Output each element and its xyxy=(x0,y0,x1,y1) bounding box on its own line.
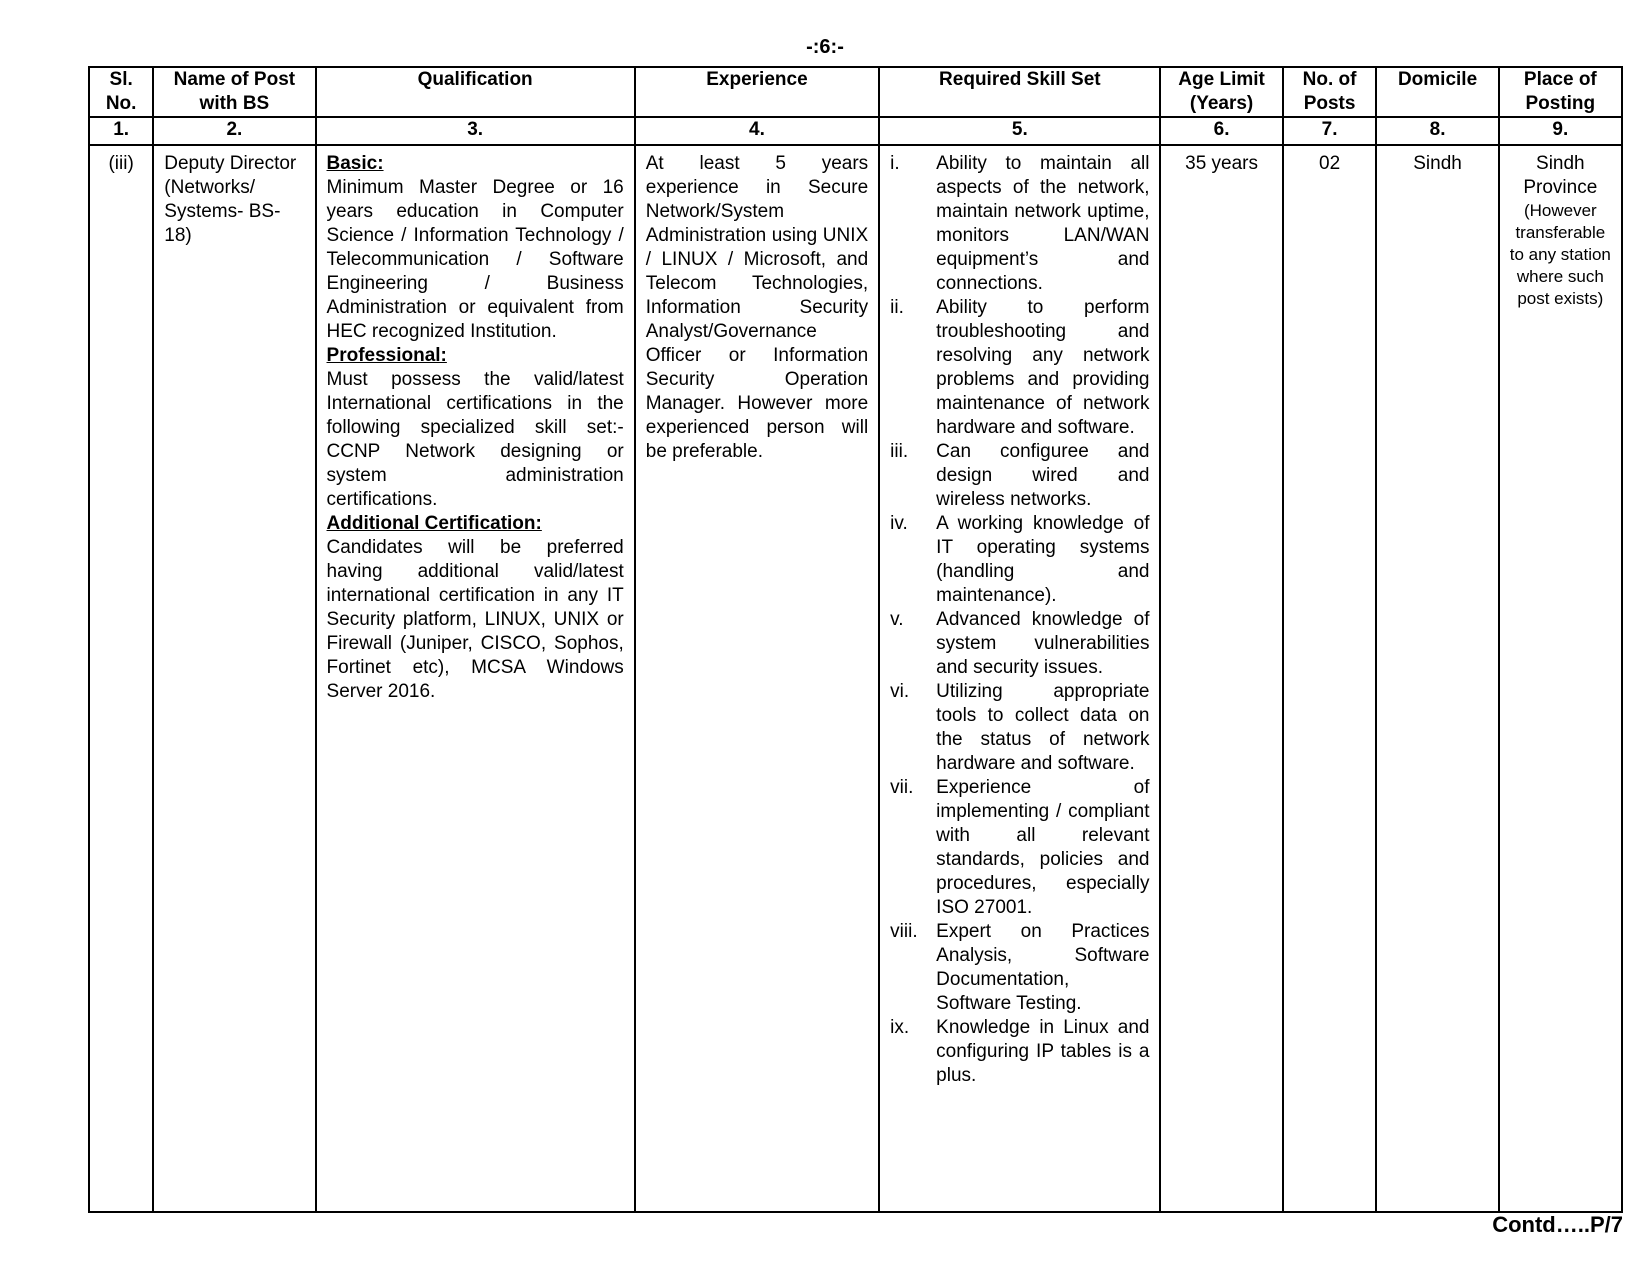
column-number: 7. xyxy=(1283,117,1377,145)
list-item xyxy=(890,440,1149,512)
skill-number: vii. xyxy=(890,777,914,798)
column-number: 1. xyxy=(89,117,153,145)
header-age-limit: Age Limit (Years) xyxy=(1160,67,1282,117)
list-item xyxy=(890,608,1149,680)
skill-text: Can configuree and design wired and wireless networks. xyxy=(936,441,1150,510)
column-number: 3. xyxy=(316,117,635,145)
recruitment-table xyxy=(88,66,1623,1213)
skill-number: i. xyxy=(890,153,900,174)
column-number: 2. xyxy=(153,117,315,145)
skill-number: v. xyxy=(890,609,904,630)
header-domicile: Domicile xyxy=(1376,67,1498,117)
header-row xyxy=(89,67,1622,117)
skill-number: viii. xyxy=(890,921,918,942)
skill-text: A working knowledge of IT operating systems (handling and maintenance). xyxy=(936,513,1150,606)
skill-text: Ability to perform troubleshooting and resolving any network problems and providing maintenance of network hardware and software. xyxy=(936,297,1150,438)
list-item xyxy=(890,296,1149,440)
basic-text: Minimum Master Degree or 16 years education in Computer Science / Information Technology / Telecommunication / Software Engineering / Business Administration or equivalent from HEC recognized Institution. xyxy=(326,177,624,342)
skill-text: Experience of implementing / compliant with all relevant standards, policies and procedures, especially ISO 27001. xyxy=(936,777,1150,918)
skill-number: vi. xyxy=(890,681,910,702)
place-of-posting-cell xyxy=(1499,145,1622,1212)
skill-number: iii. xyxy=(890,441,909,462)
header-no-of-posts: No. of Posts xyxy=(1283,67,1377,117)
column-number: 5. xyxy=(879,117,1160,145)
skill-text: Expert on Practices Analysis, Software Documentation, Software Testing. xyxy=(936,921,1150,1014)
skill-set-cell xyxy=(879,145,1160,1212)
posting-note: (However transferable to any station where such post exists) xyxy=(1509,201,1611,308)
list-item xyxy=(890,512,1149,608)
header-sl-no: Sl. No. xyxy=(89,67,153,117)
column-number: 4. xyxy=(635,117,879,145)
domicile-cell: Sindh xyxy=(1376,145,1498,1212)
age-limit-cell: 35 years xyxy=(1160,145,1282,1212)
skill-text: Ability to maintain all aspects of the network, maintain network uptime, monitors LAN/WAN equipment’s and connections. xyxy=(936,153,1150,294)
skill-number: iv. xyxy=(890,513,908,534)
qualification-cell xyxy=(316,145,635,1212)
page-number: -:6:- xyxy=(806,36,844,58)
additional-heading: Additional Certification: xyxy=(326,513,542,534)
header-experience: Experience xyxy=(635,67,879,117)
no-of-posts-cell: 02 xyxy=(1283,145,1377,1212)
sl-no-cell: (iii) xyxy=(89,145,153,1212)
skill-number: ix. xyxy=(890,1017,910,1038)
additional-text: Candidates will be preferred having additional valid/latest international certification in any IT Security platform, LINUX, UNIX or Firewall (Juniper, CISCO, Sophos, Fortinet etc), MCSA Windows Server 2016. xyxy=(326,537,624,702)
header-place-of-posting: Place of Posting xyxy=(1499,67,1622,117)
list-item xyxy=(890,776,1149,920)
list-item xyxy=(890,920,1149,1016)
header-qualification: Qualification xyxy=(316,67,635,117)
list-item xyxy=(890,680,1149,776)
column-number: 6. xyxy=(1160,117,1282,145)
column-number: 9. xyxy=(1499,117,1622,145)
post-name-cell: Deputy Director (Networks/ Systems- BS-18) xyxy=(153,145,315,1212)
professional-heading: Professional: xyxy=(326,345,447,366)
posting-main: Sindh Province xyxy=(1523,153,1598,198)
continued-note: Contd…..P/7 xyxy=(1492,1212,1623,1237)
table-row xyxy=(89,145,1622,1212)
header-skill-set: Required Skill Set xyxy=(879,67,1160,117)
skill-text: Advanced knowledge of system vulnerabilities and security issues. xyxy=(936,609,1150,678)
experience-cell: At least 5 years experience in Secure Network/System Administration using UNIX / LINUX / Microsoft, and Telecom Technologies, Information Security Analyst/Governance Officer or Information Security Operation Manager. However more experienced person will be preferable. xyxy=(635,145,879,1212)
list-item xyxy=(890,152,1149,296)
skill-list xyxy=(890,152,1149,1088)
professional-text: Must possess the valid/latest International certifications in the following specialized skill set:- CCNP Network designing or system administration certifications. xyxy=(326,369,624,510)
skill-number: ii. xyxy=(890,297,904,318)
skill-text: Knowledge in Linux and configuring IP tables is a plus. xyxy=(936,1017,1150,1086)
column-number: 8. xyxy=(1376,117,1498,145)
header-post-name: Name of Post with BS xyxy=(153,67,315,117)
basic-heading: Basic: xyxy=(326,153,384,174)
column-number-row xyxy=(89,117,1622,145)
skill-text: Utilizing appropriate tools to collect data on the status of network hardware and software. xyxy=(936,681,1150,774)
list-item xyxy=(890,1016,1149,1088)
